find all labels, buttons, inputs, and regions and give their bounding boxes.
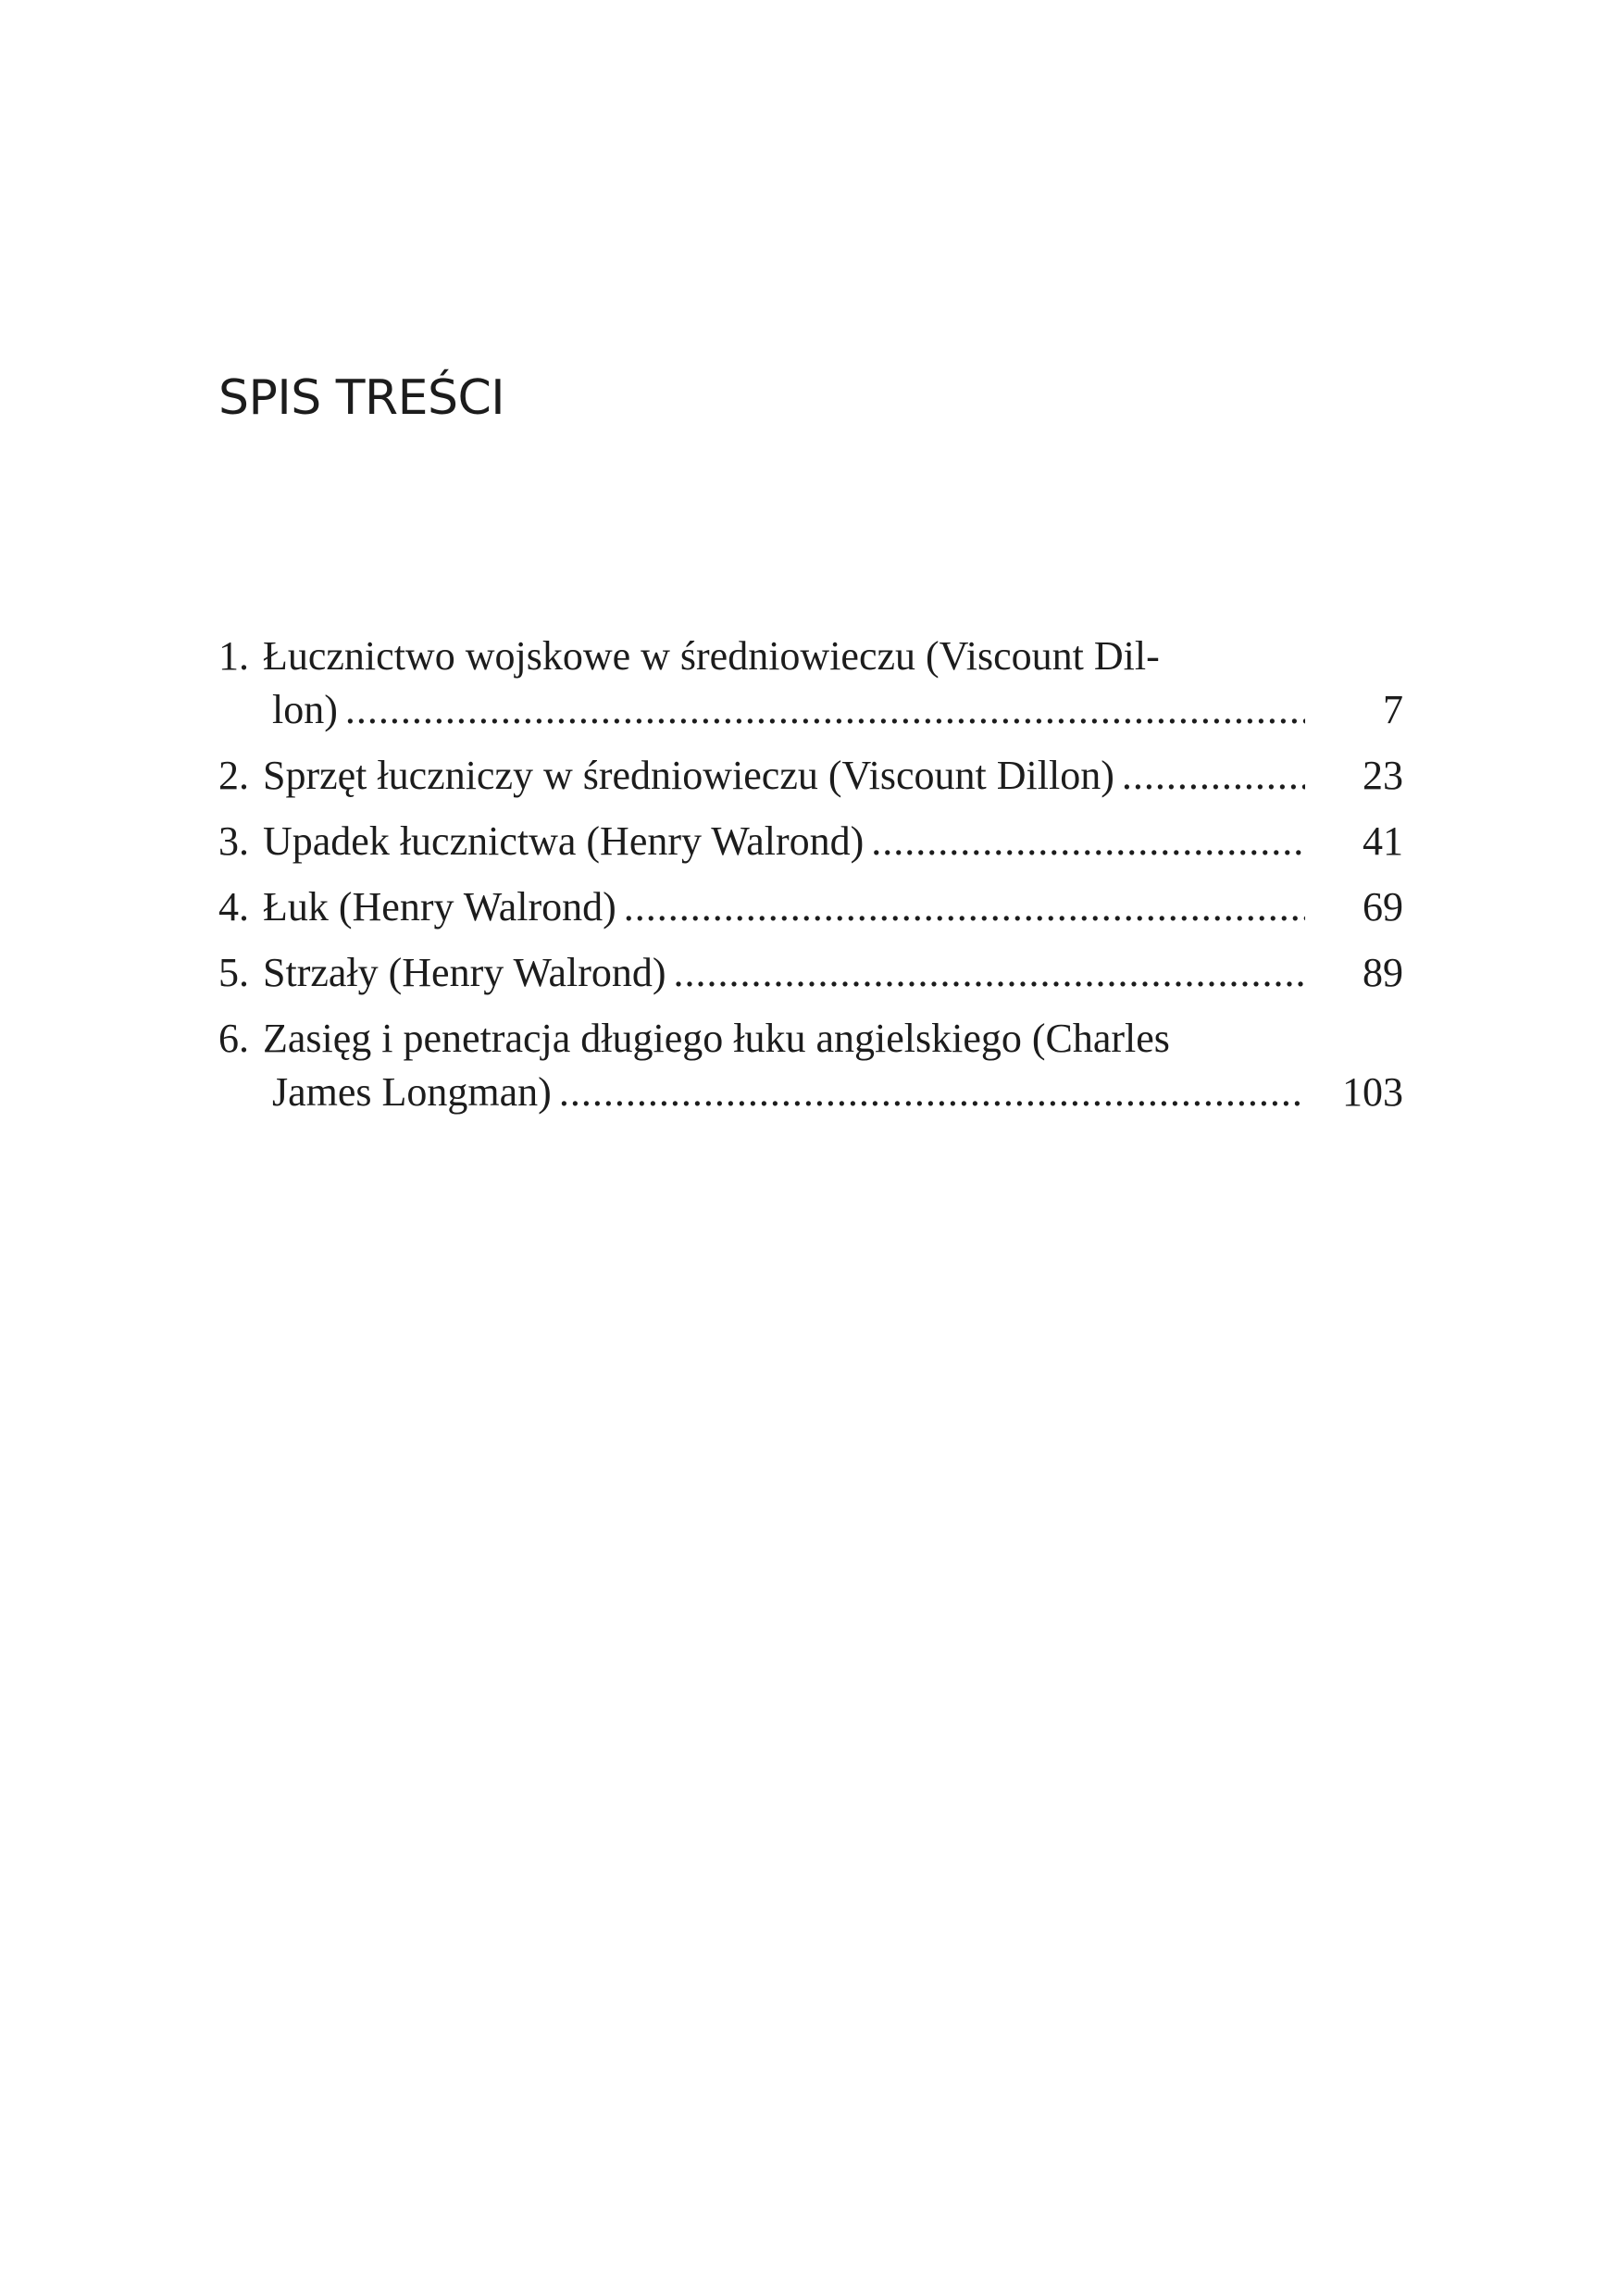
toc-entry-3 (218, 815, 1403, 868)
toc-entry-page: 89 (1363, 950, 1403, 995)
toc-entry-page: 23 (1363, 753, 1403, 798)
toc-entry-number: 2. (218, 753, 249, 798)
toc-entry-number: 5. (218, 950, 249, 995)
toc-entry-page: 7 (1383, 687, 1403, 732)
dot-leader (345, 683, 1305, 737)
toc-entry-title-line2: lon) (272, 687, 338, 732)
toc-entry-number: 3. (218, 818, 249, 864)
dot-leader (871, 815, 1305, 868)
toc-entry-1 (218, 630, 1403, 737)
toc-entry-page: 41 (1363, 818, 1403, 864)
toc-entry-number: 6. (218, 1016, 249, 1061)
dot-leader (559, 1066, 1305, 1119)
toc-entry-4 (218, 880, 1403, 934)
toc-entry-title-line1: Łucznictwo wojskowe w średniowieczu (Viscount Dil- (263, 633, 1160, 679)
toc-entry-title-line2: James Longman) (272, 1069, 552, 1115)
toc-entry-title: Strzały (Henry Walrond) (263, 950, 666, 995)
dot-leader (624, 880, 1305, 934)
toc-entry-6 (218, 1012, 1403, 1119)
dot-leader (1122, 749, 1305, 803)
toc-entry-title: Łuk (Henry Walrond) (263, 884, 616, 930)
table-of-contents (218, 630, 1403, 1131)
toc-entry-title: Sprzęt łuczniczy w średniowieczu (Viscount Dillon) (263, 753, 1114, 798)
toc-entry-page: 103 (1342, 1069, 1403, 1115)
toc-entry-number: 4. (218, 884, 249, 930)
toc-entry-title-line1: Zasięg i penetracja długiego łuku angielskiego (Charles (263, 1016, 1170, 1061)
toc-entry-page: 69 (1363, 884, 1403, 930)
toc-entry-5 (218, 946, 1403, 1000)
toc-entry-number: 1. (218, 633, 249, 679)
page-title: SPIS TREŚCI (218, 370, 505, 426)
dot-leader (674, 946, 1305, 1000)
toc-entry-2 (218, 749, 1403, 803)
toc-entry-title: Upadek łucznictwa (Henry Walrond) (263, 818, 865, 864)
